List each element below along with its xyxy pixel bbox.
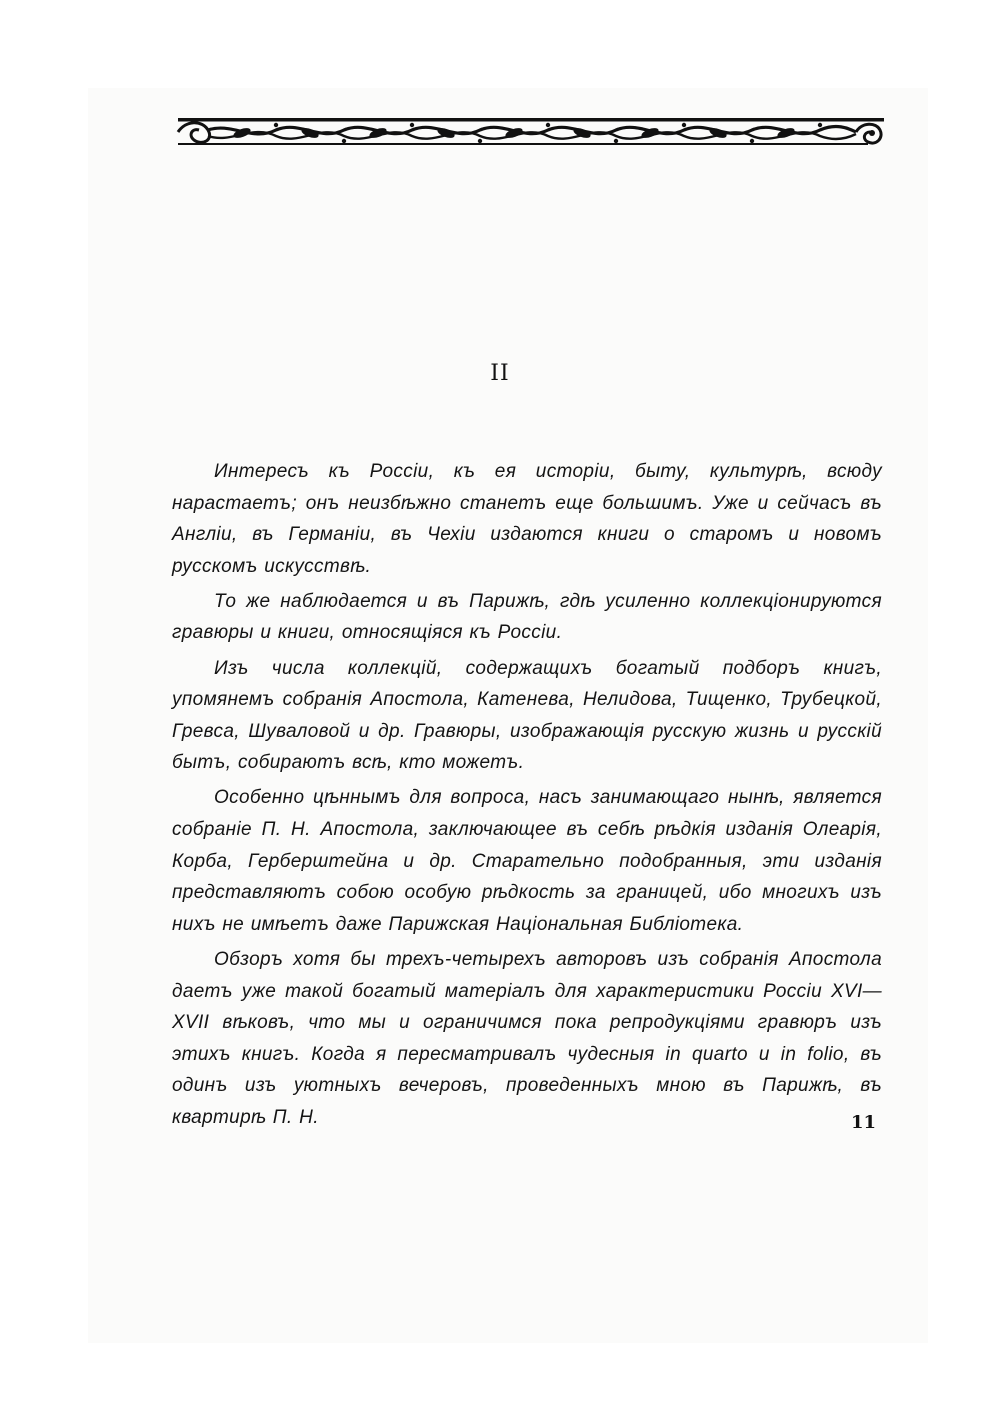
paragraph: То же наблюдается и въ Парижѣ, гдѣ усиленно коллекціонируются гравюры и книги, относящіяся къ Россіи. <box>172 590 882 644</box>
paragraph: Особенно цѣннымъ для вопроса, насъ занимающаго нынѣ, является собраніе П. Н. Апостола, заключающее въ себѣ рѣдкія изданія Олеарія, Корба, Герберштейна и др. Старательно подобранныя, эти изданія представляютъ собою особую рѣдкость за границей, ибо многихъ изъ нихъ не имѣетъ даже Парижская Національная Библіотека. <box>172 787 882 935</box>
paragraph: Обзоръ хотя бы трехъ-четырехъ авторовъ изъ собранія Апостола даетъ уже такой богатый матеріалъ для характеристики Россіи XVI—XVII вѣковъ, что мы и ограничимся пока репродукціями гравюръ изъ этихъ книгъ. Когда я пересматривалъ чудесныя in quarto и in folio, въ одинъ изъ уютныхъ вечеровъ, проведенныхъ мною въ Парижѣ, въ квартирѣ П. Н. <box>172 948 882 1128</box>
chapter-numeral: II <box>490 361 510 386</box>
paragraph: Интересъ къ Россіи, къ ея исторіи, быту, культурѣ, всюду нарастаетъ; онъ неизбѣжно станетъ еще большимъ. Уже и сейчасъ въ Англіи, въ Германіи, въ Чехіи издаются книги о старомъ и новомъ русскомъ искусствѣ. <box>172 461 882 577</box>
ornamental-vine-border-icon <box>172 116 888 150</box>
paragraph: Изъ числа коллекцій, содержащихъ богатый подборъ книгъ, упомянемъ собранія Апостола, Катенева, Нелидова, Тищенко, Трубецкой, Гревса, Шуваловой и др. Гравюры, изображающія русскую жизнь и русскій бытъ, собираютъ всѣ, кто можетъ. <box>172 657 882 774</box>
body-text <box>172 456 882 1133</box>
page-number: 11 <box>850 1112 876 1133</box>
ornamental-headpiece <box>172 116 888 150</box>
